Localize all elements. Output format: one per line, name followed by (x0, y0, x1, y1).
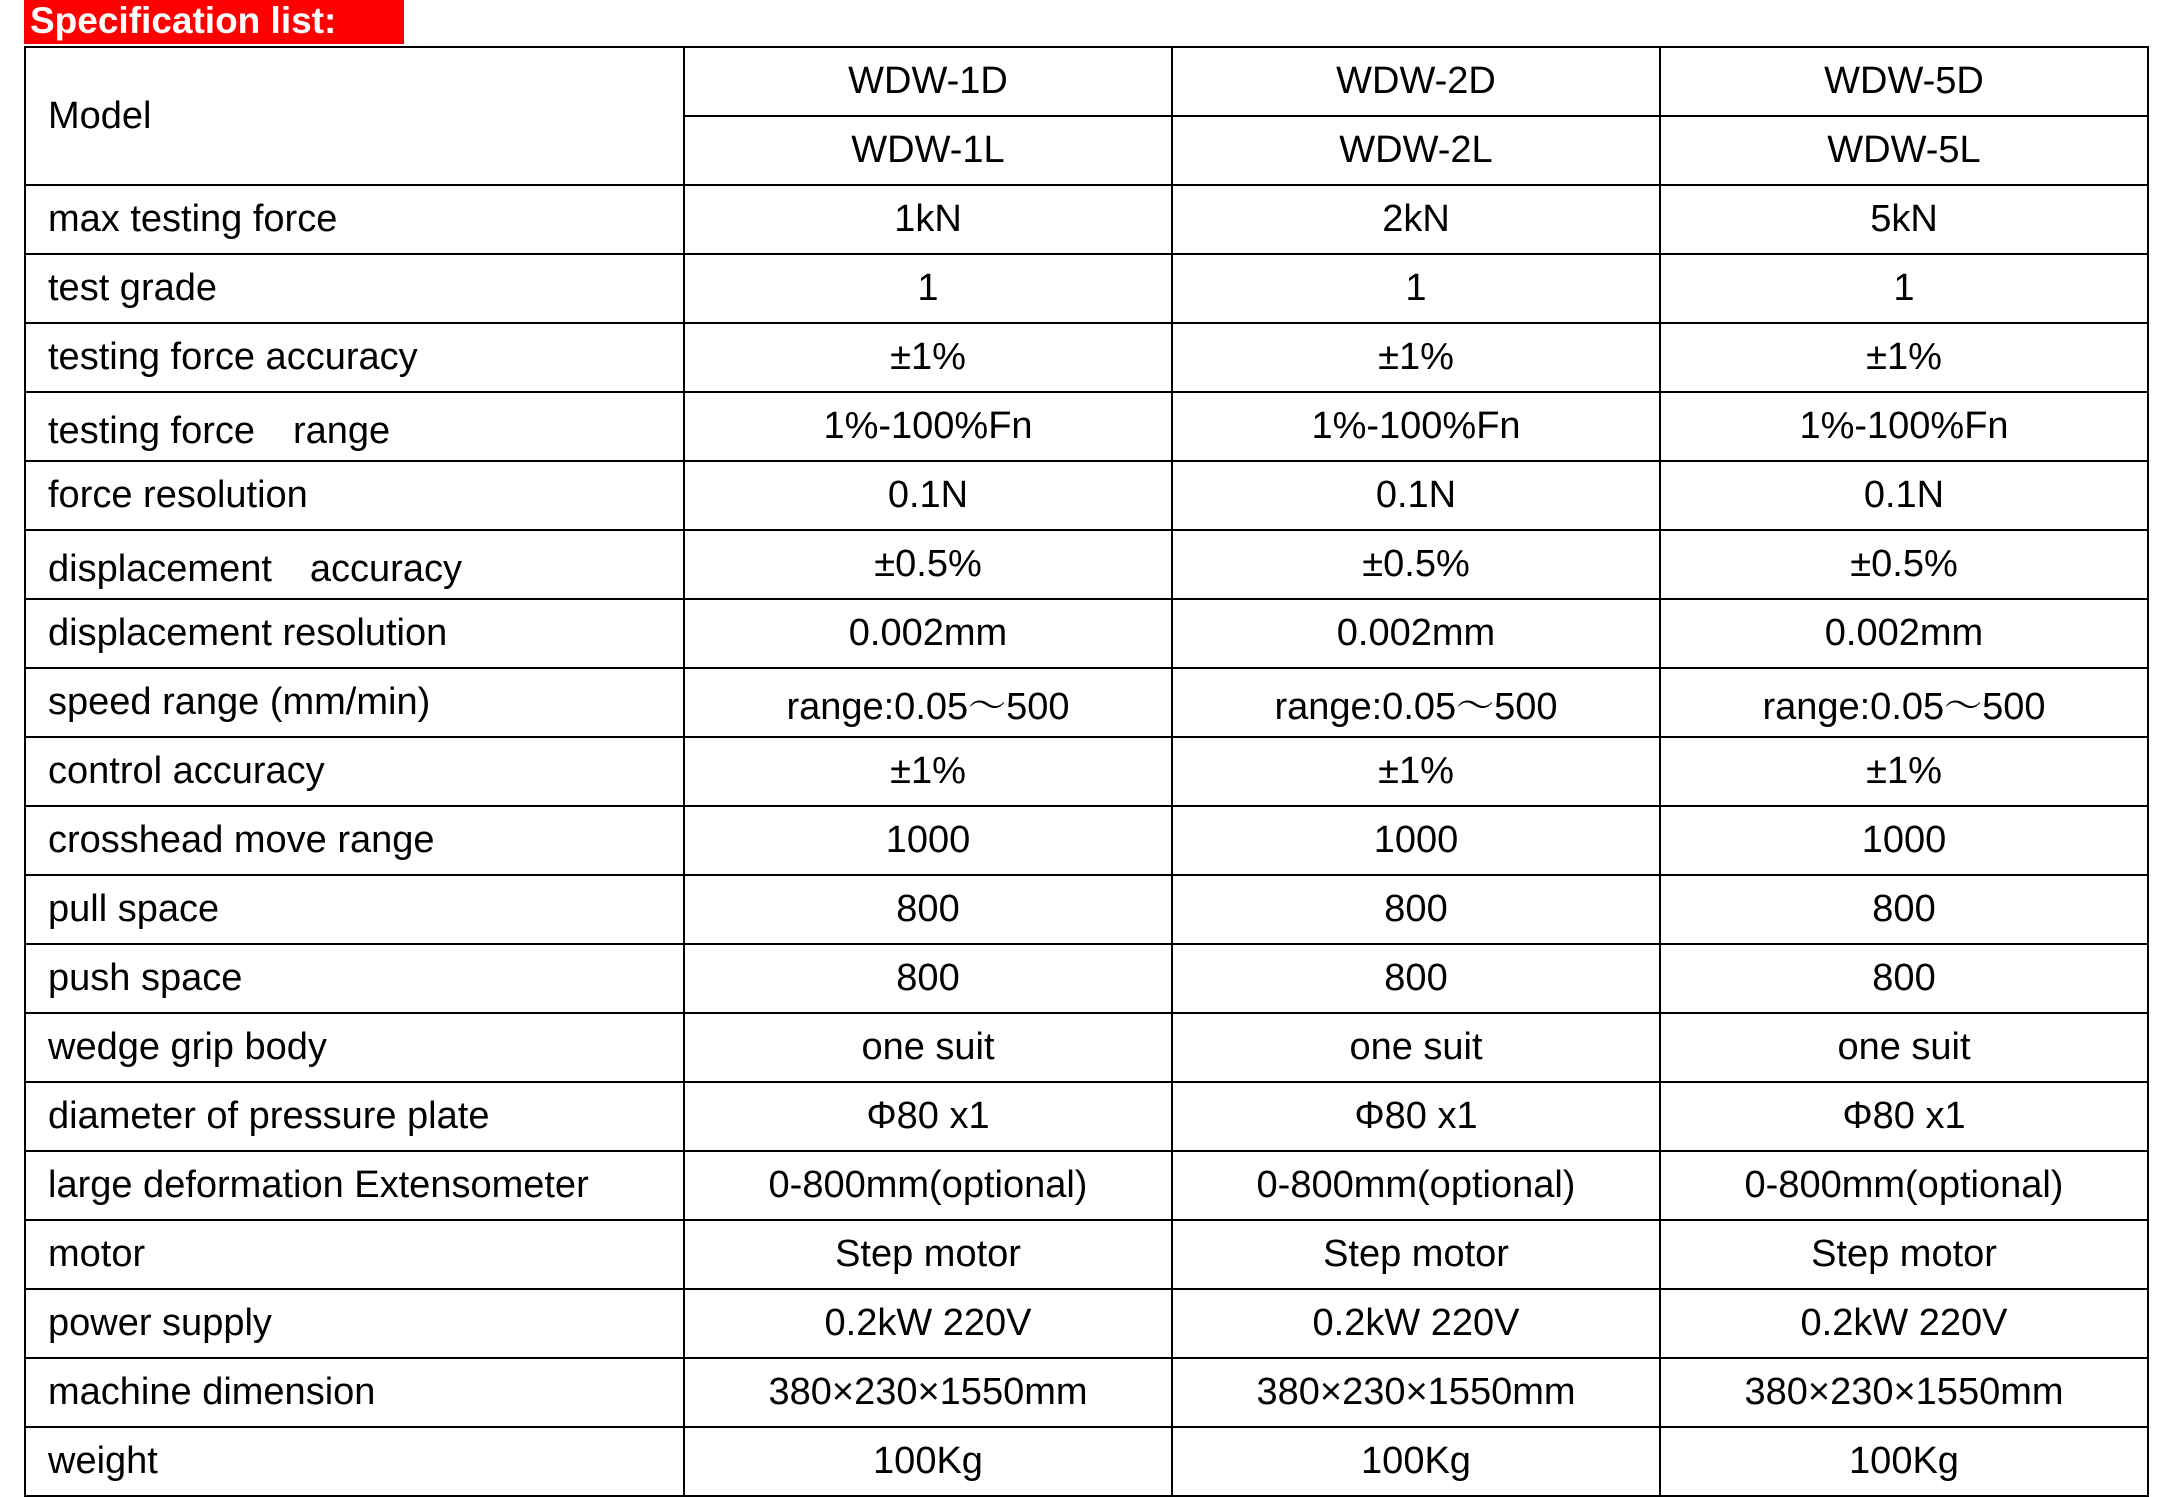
model-cell: WDW-5L (1660, 116, 2148, 185)
spec-label: control accuracy (25, 737, 684, 806)
spec-value: ±1% (1172, 737, 1660, 806)
spec-row (25, 530, 2148, 599)
spec-value: Step motor (1172, 1220, 1660, 1289)
spec-value: one suit (1172, 1013, 1660, 1082)
spec-value: 0.2kW 220V (684, 1289, 1172, 1358)
spec-value: 0.002mm (1172, 599, 1660, 668)
spec-row (25, 668, 2148, 737)
spec-value: 5kN (1660, 185, 2148, 254)
spec-value: Step motor (1660, 1220, 2148, 1289)
spec-value: ±1% (684, 737, 1172, 806)
model-cell: WDW-1L (684, 116, 1172, 185)
spec-label: power supply (25, 1289, 684, 1358)
spec-label: testing force accuracy (25, 323, 684, 392)
spec-label: displacement resolution (25, 599, 684, 668)
model-cell: WDW-2D (1172, 47, 1660, 116)
spec-value: 1000 (684, 806, 1172, 875)
spec-value: 2kN (1172, 185, 1660, 254)
spec-value: 0-800mm(optional) (1660, 1151, 2148, 1220)
spec-value: 380×230×1550mm (1172, 1358, 1660, 1427)
spec-value: 1000 (1660, 806, 2148, 875)
spec-value: Φ80 x1 (684, 1082, 1172, 1151)
spec-value: 800 (684, 875, 1172, 944)
spec-row (25, 323, 2148, 392)
spec-value: 380×230×1550mm (684, 1358, 1172, 1427)
spec-value: 1%-100%Fn (1660, 392, 2148, 461)
spec-row (25, 392, 2148, 461)
spec-row (25, 1151, 2148, 1220)
spec-value: 1kN (684, 185, 1172, 254)
spec-label: wedge grip body (25, 1013, 684, 1082)
spec-value: 0-800mm(optional) (1172, 1151, 1660, 1220)
spec-label: displacement accuracy (25, 530, 684, 599)
spec-row (25, 185, 2148, 254)
spec-value: ±1% (684, 323, 1172, 392)
spec-label: crosshead move range (25, 806, 684, 875)
spec-row (25, 1013, 2148, 1082)
spec-row (25, 461, 2148, 530)
spec-row (25, 875, 2148, 944)
spec-label: large deformation Extensometer (25, 1151, 684, 1220)
spec-label: weight (25, 1427, 684, 1496)
spec-label: push space (25, 944, 684, 1013)
spec-value: 0.2kW 220V (1660, 1289, 2148, 1358)
spec-value: 1000 (1172, 806, 1660, 875)
spec-row (25, 1220, 2148, 1289)
spec-value: 1%-100%Fn (1172, 392, 1660, 461)
spec-value: 1 (684, 254, 1172, 323)
spec-value: Φ80 x1 (1660, 1082, 2148, 1151)
spec-label: testing force range (25, 392, 684, 461)
spec-value: 800 (1660, 944, 2148, 1013)
spec-value: range:0.05～500 (1660, 668, 2148, 737)
model-label: Model (25, 47, 684, 185)
spec-value: 100Kg (1172, 1427, 1660, 1496)
spec-value: 800 (1172, 944, 1660, 1013)
spec-label: motor (25, 1220, 684, 1289)
spec-value: Φ80 x1 (1172, 1082, 1660, 1151)
model-cell: WDW-1D (684, 47, 1172, 116)
spec-label: machine dimension (25, 1358, 684, 1427)
spec-label: pull space (25, 875, 684, 944)
spec-label: diameter of pressure plate (25, 1082, 684, 1151)
spec-value: 1 (1660, 254, 2148, 323)
spec-value: Step motor (684, 1220, 1172, 1289)
spec-row (25, 806, 2148, 875)
model-cell: WDW-5D (1660, 47, 2148, 116)
spec-value: range:0.05～500 (684, 668, 1172, 737)
spec-row (25, 1289, 2148, 1358)
spec-row (25, 599, 2148, 668)
spec-value: ±0.5% (684, 530, 1172, 599)
spec-value: 100Kg (684, 1427, 1172, 1496)
spec-value: 100Kg (1660, 1427, 2148, 1496)
spec-value: one suit (684, 1013, 1172, 1082)
spec-value: ±1% (1660, 323, 2148, 392)
spec-row (25, 1082, 2148, 1151)
spec-value: 800 (1660, 875, 2148, 944)
spec-value: ±0.5% (1172, 530, 1660, 599)
spec-value: 800 (1172, 875, 1660, 944)
model-row-top (25, 47, 2148, 116)
spec-value: range:0.05～500 (1172, 668, 1660, 737)
spec-row (25, 254, 2148, 323)
spec-label: speed range (mm/min) (25, 668, 684, 737)
spec-value: 1%-100%Fn (684, 392, 1172, 461)
spec-label: max testing force (25, 185, 684, 254)
spec-row (25, 944, 2148, 1013)
specification-table (24, 46, 2149, 1497)
specification-title: Specification list: (24, 0, 404, 44)
spec-value: 0.1N (684, 461, 1172, 530)
specification-table-body (25, 47, 2148, 1496)
spec-value: 1 (1172, 254, 1660, 323)
spec-value: one suit (1660, 1013, 2148, 1082)
spec-value: 0.1N (1660, 461, 2148, 530)
spec-value: 800 (684, 944, 1172, 1013)
spec-value: 0.1N (1172, 461, 1660, 530)
spec-value: 0-800mm(optional) (684, 1151, 1172, 1220)
spec-row (25, 737, 2148, 806)
spec-value: 0.002mm (684, 599, 1172, 668)
spec-value: 0.2kW 220V (1172, 1289, 1660, 1358)
spec-row (25, 1358, 2148, 1427)
spec-value: 380×230×1550mm (1660, 1358, 2148, 1427)
spec-label: force resolution (25, 461, 684, 530)
spec-label: test grade (25, 254, 684, 323)
spec-value: ±0.5% (1660, 530, 2148, 599)
model-cell: WDW-2L (1172, 116, 1660, 185)
spec-value: 0.002mm (1660, 599, 2148, 668)
spec-row (25, 1427, 2148, 1496)
spec-value: ±1% (1660, 737, 2148, 806)
spec-value: ±1% (1172, 323, 1660, 392)
